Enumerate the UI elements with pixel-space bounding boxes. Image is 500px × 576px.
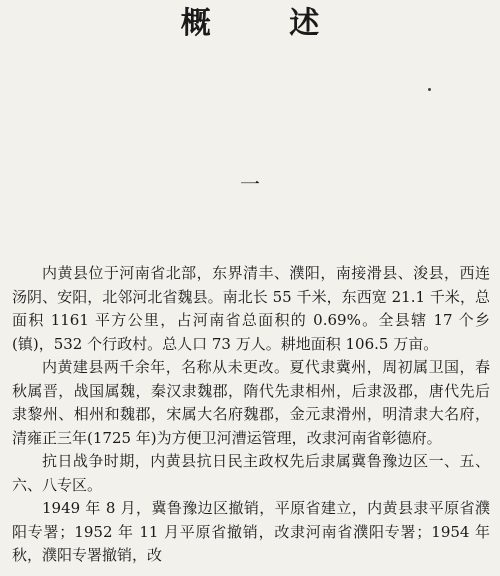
paragraph-post-1949: 1949 年 8 月，冀鲁豫边区撤销，平原省建立，内黄县隶平原省濮阳专署；1952 年 11 月平原省撤销，改隶河南省濮阳专署；1954 年秋，濮阳专署撤销，改 (12, 499, 490, 564)
paragraph-history: 内黄建县两千余年，名称从未更改。夏代隶冀州，周初属卫国，春秋属晋，战国属魏，秦汉隶魏郡，隋代先隶相州，后隶汲郡，唐代先后隶黎州、相州和魏郡，宋属大名府魏郡，金元隶滑州，明清隶大名府，清雍正三年(1725 年)为方便卫河漕运管理，改隶河南省彰德府。 (12, 358, 490, 447)
section-number: 一 (240, 172, 260, 196)
page-title: 概 述 (180, 6, 354, 41)
paragraph-war-period: 抗日战争时期，内黄县抗日民主政权先后隶属冀鲁豫边区一、五、六、八专区。 (12, 452, 490, 494)
paragraph-geography: 内黄县位于河南省北部，东界清丰、濮阳，南接滑县、浚县，西连汤阴、安阳，北邻河北省魏县。南北长 55 千米，东西宽 21.1 千米，总面积 1161 平方公里，占河南省总面积的 0.69%。全县辖 17 个乡(镇)，532 个行政村。总人口 73 万人。耕地面积 106.5 万亩。 (12, 264, 490, 353)
print-speck (428, 88, 431, 91)
body-text (12, 262, 490, 568)
